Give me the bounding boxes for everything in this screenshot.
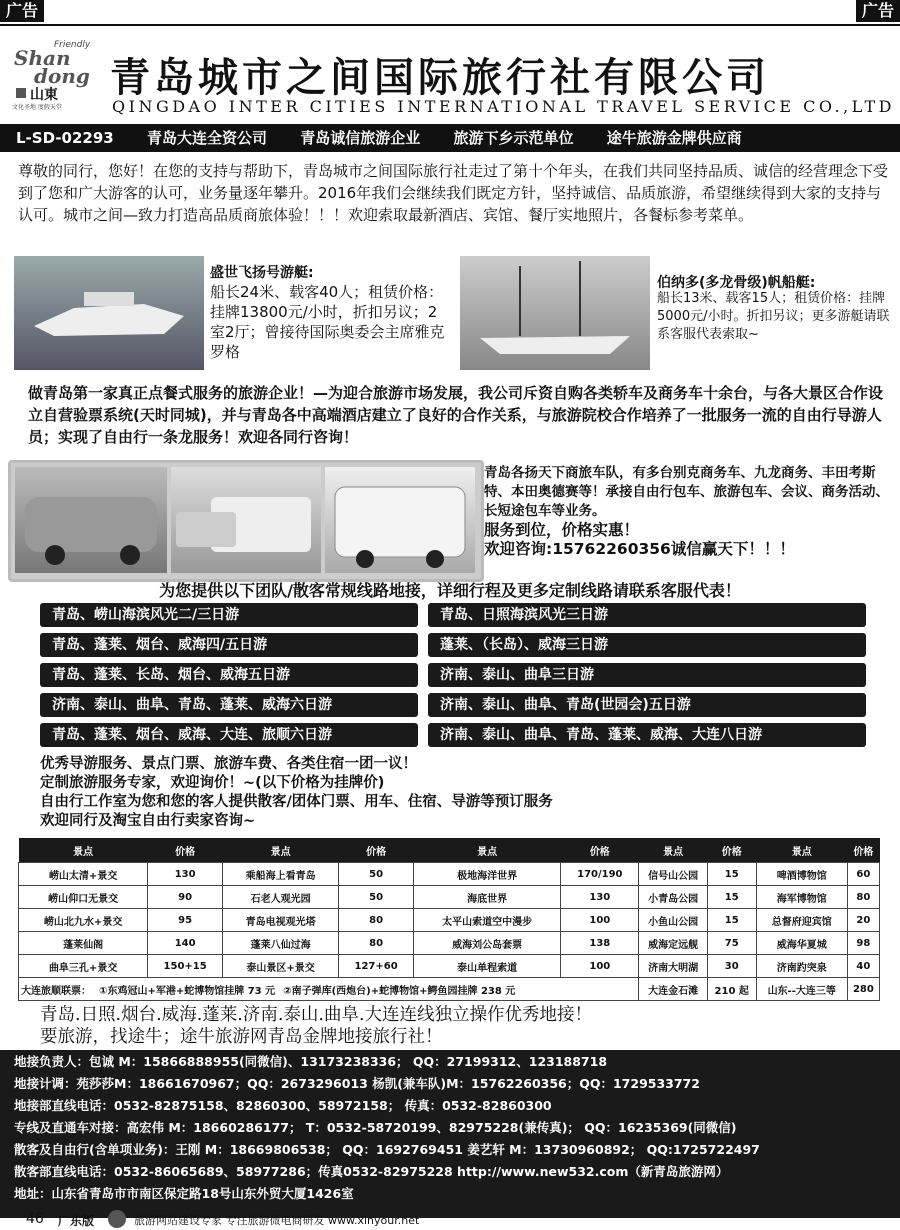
car-icon <box>15 467 167 573</box>
attraction-cell: 山东--大连三等 <box>756 978 847 1001</box>
route-item: 济南、泰山、曲阜、青岛(世园会)五日游 <box>428 693 866 717</box>
van-icon <box>171 467 321 573</box>
price-cell: 50 <box>339 886 414 909</box>
tagline-item: 旅游下乡示范单位 <box>453 129 574 147</box>
fleet-photos <box>8 460 484 582</box>
contacts-block <box>0 1050 900 1218</box>
service-line: 定制旅游服务专家，欢迎询价！~(以下价格为挂牌价) <box>40 775 385 791</box>
service-line: 自由行工作室为您和您的客人提供散客/团体门票、用车、住宿、导游等预订服务 <box>40 794 553 810</box>
price-cell: 140 <box>148 932 223 955</box>
fleet-hotline: 欢迎咨询:15762260356诚信赢天下！！！ <box>484 540 795 558</box>
attraction-cell: 总督府迎宾馆 <box>756 909 847 932</box>
route-item: 青岛、日照海滨风光三日游 <box>428 603 866 627</box>
page-footer <box>0 1208 900 1230</box>
price-cell: 15 <box>707 863 756 886</box>
tagline-item: 途牛旅游金牌供应商 <box>606 129 742 147</box>
table-row <box>19 955 880 978</box>
yacht1-desc: 船长24米、载客40人；租赁价格：挂牌13800元/小时，折扣另议；2室2厅；曾接待国际奥委会主席雅克罗格 <box>210 283 445 361</box>
page-number: 46 <box>26 1211 44 1227</box>
column-header: 价格 <box>148 838 223 863</box>
route-item: 青岛、蓬莱、烟台、威海、大连、旅顺六日游 <box>40 723 418 747</box>
attraction-cell: 乘船海上看青岛 <box>222 863 338 886</box>
price-cell: 50 <box>339 863 414 886</box>
route-item: 青岛、蓬莱、长岛、烟台、威海五日游 <box>40 663 418 687</box>
yacht-photo <box>14 256 204 370</box>
table-row <box>19 932 880 955</box>
attraction-cell: 济南趵突泉 <box>756 955 847 978</box>
table-header-row <box>19 838 880 863</box>
column-header: 景点 <box>19 838 148 863</box>
column-header: 价格 <box>707 838 756 863</box>
footer-text: 旅游网站建设专家 专注旅游微电商研发 www.xinyour.net <box>134 1214 420 1227</box>
attraction-cell: 威海华夏城 <box>756 932 847 955</box>
route-item: 青岛、蓬莱、烟台、威海四/五日游 <box>40 633 418 657</box>
price-cell: 138 <box>561 932 639 955</box>
attraction-cell: 海军博物馆 <box>756 886 847 909</box>
seal-icon <box>16 88 26 98</box>
attraction-cell: 太平山索道空中漫步 <box>413 909 560 932</box>
attraction-cell: 信号山公园 <box>639 863 707 886</box>
logo-sub: 山東 <box>30 87 58 103</box>
column-header: 景点 <box>413 838 560 863</box>
price-cell: 170/190 <box>561 863 639 886</box>
contact-line: 专线及直通车对接：高宏伟 M：18660286177； T：0532-58720199、82975228(兼传真)； QQ：16235369(同微信) <box>14 1120 737 1135</box>
price-cell: 280 <box>847 978 879 1001</box>
price-cell: 210 起 <box>707 978 756 1001</box>
top-bar <box>0 0 900 26</box>
price-cell: 127+60 <box>339 955 414 978</box>
price-table-body <box>19 863 880 1001</box>
contact-line: 地接计调：苑莎莎M：18661670967；QQ：2673296013 杨凯(兼车队)M：15762260356；QQ：1729533772 <box>14 1076 700 1091</box>
shandong-logo <box>12 40 102 110</box>
price-cell: 95 <box>148 909 223 932</box>
column-header: 景点 <box>222 838 338 863</box>
ad-label-right: 广告 <box>856 0 900 22</box>
price-cell: 80 <box>847 886 879 909</box>
column-header: 价格 <box>561 838 639 863</box>
contact-line: 散客部直线电话：0532-86065689、58977286；传真0532-82975228 http://www.new532.com（新青岛旅游网） <box>14 1164 729 1179</box>
attraction-cell: 蓬莱八仙过海 <box>222 932 338 955</box>
price-cell: 30 <box>707 955 756 978</box>
attraction-cell: 海底世界 <box>413 886 560 909</box>
contact-line: 散客及自由行(含单项业务)：王刚 M：18669806538； QQ：1692769451 姜艺轩 M：13730960892； QQ:1725722497 <box>14 1142 760 1157</box>
price-table <box>18 838 880 1001</box>
brand-icon <box>108 1210 126 1228</box>
combo-ticket-label: 大连旅顺联票： <box>21 985 91 997</box>
yacht2-desc: 船长13米、载客15人；租赁价格：挂牌5000元/小时。折扣另议；更多游艇请联系客服代表索取~ <box>657 291 890 342</box>
tagline-bar <box>0 124 900 152</box>
sailboat-icon <box>460 256 650 370</box>
attraction-cell: 威海刘公岛套票 <box>413 932 560 955</box>
price-cell: 80 <box>339 932 414 955</box>
routes-title: 为您提供以下团队/散客常规线路地接，详细行程及更多定制线路请联系客服代表！ <box>159 581 741 600</box>
price-cell: 100 <box>561 909 639 932</box>
attraction-cell: 小鱼山公园 <box>639 909 707 932</box>
route-item: 济南、泰山、曲阜、青岛、蓬莱、威海六日游 <box>40 693 418 717</box>
price-cell: 100 <box>561 955 639 978</box>
fleet-desc: 青岛各扬天下商旅车队，有多台别克商务车、九龙商务、丰田考斯特、本田奥德赛等！承接自由行包车、旅游包车、会议、商务活动、长短途包车等业务。 <box>484 465 889 519</box>
route-item: 济南、泰山、曲阜三日游 <box>428 663 866 687</box>
column-header: 价格 <box>847 838 879 863</box>
price-cell: 90 <box>148 886 223 909</box>
price-cell: 20 <box>847 909 879 932</box>
tagline-item: 青岛诚信旅游企业 <box>300 129 421 147</box>
table-row <box>19 909 880 932</box>
logo-dong: dong <box>34 64 90 88</box>
column-header: 景点 <box>639 838 707 863</box>
contact-line: 地接部直线电话：0532-82875158、82860300、58972158； 传真：0532-82860300 <box>14 1098 552 1113</box>
price-cell: 15 <box>707 886 756 909</box>
attraction-cell: 极地海洋世界 <box>413 863 560 886</box>
routes-summary <box>40 1004 890 1048</box>
bus-photo <box>325 467 475 573</box>
company-name-cn: 青岛城市之间国际旅行社有限公司 <box>110 54 770 101</box>
combo-ticket-item2: ②南子弹库(西炮台)+蛇博物馆+鳄鱼园挂牌 238 元 <box>283 985 516 997</box>
ad-label-left: 广告 <box>0 0 44 22</box>
car-photo <box>15 467 167 573</box>
tagline-item: 青岛大连全资公司 <box>146 129 267 147</box>
logo-friendly: Friendly <box>54 40 91 50</box>
attraction-cell: 石老人观光园 <box>222 886 338 909</box>
table-row <box>19 978 880 1001</box>
highlight-paragraph: 做青岛第一家真正点餐式服务的旅游企业！—为迎合旅游市场发展，我公司斥资自购各类轿车及商务车十余台，与各大景区合作设立自营验票系统(天时同城)，并与青岛各中高端酒店建立了良好的合作关系，与旅游院校合作培养了一批服务一流的自由行导游人员；实现了自由行一条龙服务！欢迎各同行咨询！ <box>28 384 884 446</box>
intro-paragraph: 尊敬的同行，您好！在您的支持与帮助下，青岛城市之间国际旅行社走过了第十个年头，在我们共同坚持品质、诚信的经营理念下受到了您和广大游客的认可，业务量逐年攀升。2016年我们会继续我们既定方针，坚持诚信、品质旅游，希望继续得到大家的支持与认可。城市之间—致力打造高品质商旅体验！！！欢迎索取最新酒店、宾馆、餐厅实地照片，各餐标参考菜单。 <box>18 162 889 224</box>
price-cell: 130 <box>561 886 639 909</box>
route-item: 济南、泰山、曲阜、青岛、蓬莱、威海、大连八日游 <box>428 723 866 747</box>
yacht-icon <box>14 256 204 370</box>
column-header: 景点 <box>756 838 847 863</box>
company-name-en: QINGDAO INTER CITIES INTERNATIONAL TRAVEL SERVICE CO.,LTD <box>112 97 895 116</box>
van-photo <box>171 467 321 573</box>
attraction-cell: 大连金石滩 <box>639 978 707 1001</box>
sailboat-photo <box>460 256 650 370</box>
attraction-cell: 泰山景区+景交 <box>222 955 338 978</box>
attraction-cell: 济南大明湖 <box>639 955 707 978</box>
combo-ticket-item1: ①东鸡冠山+军港+蛇博物馆挂牌 73 元 <box>99 985 276 997</box>
service-line: 欢迎同行及淘宝自由行卖家咨询~ <box>40 813 256 829</box>
attraction-cell: 小青岛公园 <box>639 886 707 909</box>
price-cell: 150+15 <box>148 955 223 978</box>
edition-label: 广东版 <box>58 1214 95 1228</box>
price-cell: 98 <box>847 932 879 955</box>
price-cell: 40 <box>847 955 879 978</box>
contact-line: 地接负责人：包诚 M：15866888955(同微信)、13173238336； QQ：27199312、123188718 <box>14 1054 608 1069</box>
price-cell: 130 <box>148 863 223 886</box>
attraction-cell: 崂山太清+景交 <box>19 863 148 886</box>
contact-address: 地址：山东省青岛市市南区保定路18号山东外贸大厦1426室 <box>14 1186 354 1201</box>
fleet-slogan: 服务到位，价格实惠！ <box>484 521 640 539</box>
fleet-info <box>484 464 894 559</box>
attraction-cell: 曲阜三孔+景交 <box>19 955 148 978</box>
table-row <box>19 886 880 909</box>
table-row <box>19 863 880 886</box>
yacht1-title: 盛世飞扬号游艇: <box>210 265 314 281</box>
route-item: 蓬莱、（长岛）、威海三日游 <box>428 633 866 657</box>
routes-summary-line: 要旅游，找途牛；途牛旅游网青岛金牌地接旅行社！ <box>40 1027 443 1047</box>
attraction-cell: 青岛电视观光塔 <box>222 909 338 932</box>
combo-ticket-cell <box>19 978 639 1001</box>
routes-summary-line: 青岛.日照.烟台.威海.蓬莱.济南.泰山.曲阜.大连连线独立操作优秀地接！ <box>40 1005 592 1025</box>
attraction-cell: 威海定远舰 <box>639 932 707 955</box>
price-cell: 60 <box>847 863 879 886</box>
attraction-cell: 崂山北九水+景交 <box>19 909 148 932</box>
bus-icon <box>325 467 475 573</box>
logo-shan: Shan <box>14 46 71 70</box>
attraction-cell: 崂山仰口无景交 <box>19 886 148 909</box>
column-header: 价格 <box>339 838 414 863</box>
route-item: 青岛、崂山海滨风光二/三日游 <box>40 603 418 627</box>
services-list <box>40 755 880 831</box>
attraction-cell: 啤酒博物馆 <box>756 863 847 886</box>
service-line: 优秀导游服务、景点门票、旅游车费、各类住宿一团一议！ <box>40 756 417 772</box>
logo-slogan: 文化圣地 度假天堂 <box>12 104 62 111</box>
price-cell: 80 <box>339 909 414 932</box>
license-number: L-SD-02293 <box>16 129 114 147</box>
attraction-cell: 蓬莱仙阁 <box>19 932 148 955</box>
price-cell: 15 <box>707 909 756 932</box>
yacht2-title: 伯纳多(多龙骨级)帆船艇: <box>657 275 816 291</box>
price-cell: 75 <box>707 932 756 955</box>
attraction-cell: 泰山单程索道 <box>413 955 560 978</box>
